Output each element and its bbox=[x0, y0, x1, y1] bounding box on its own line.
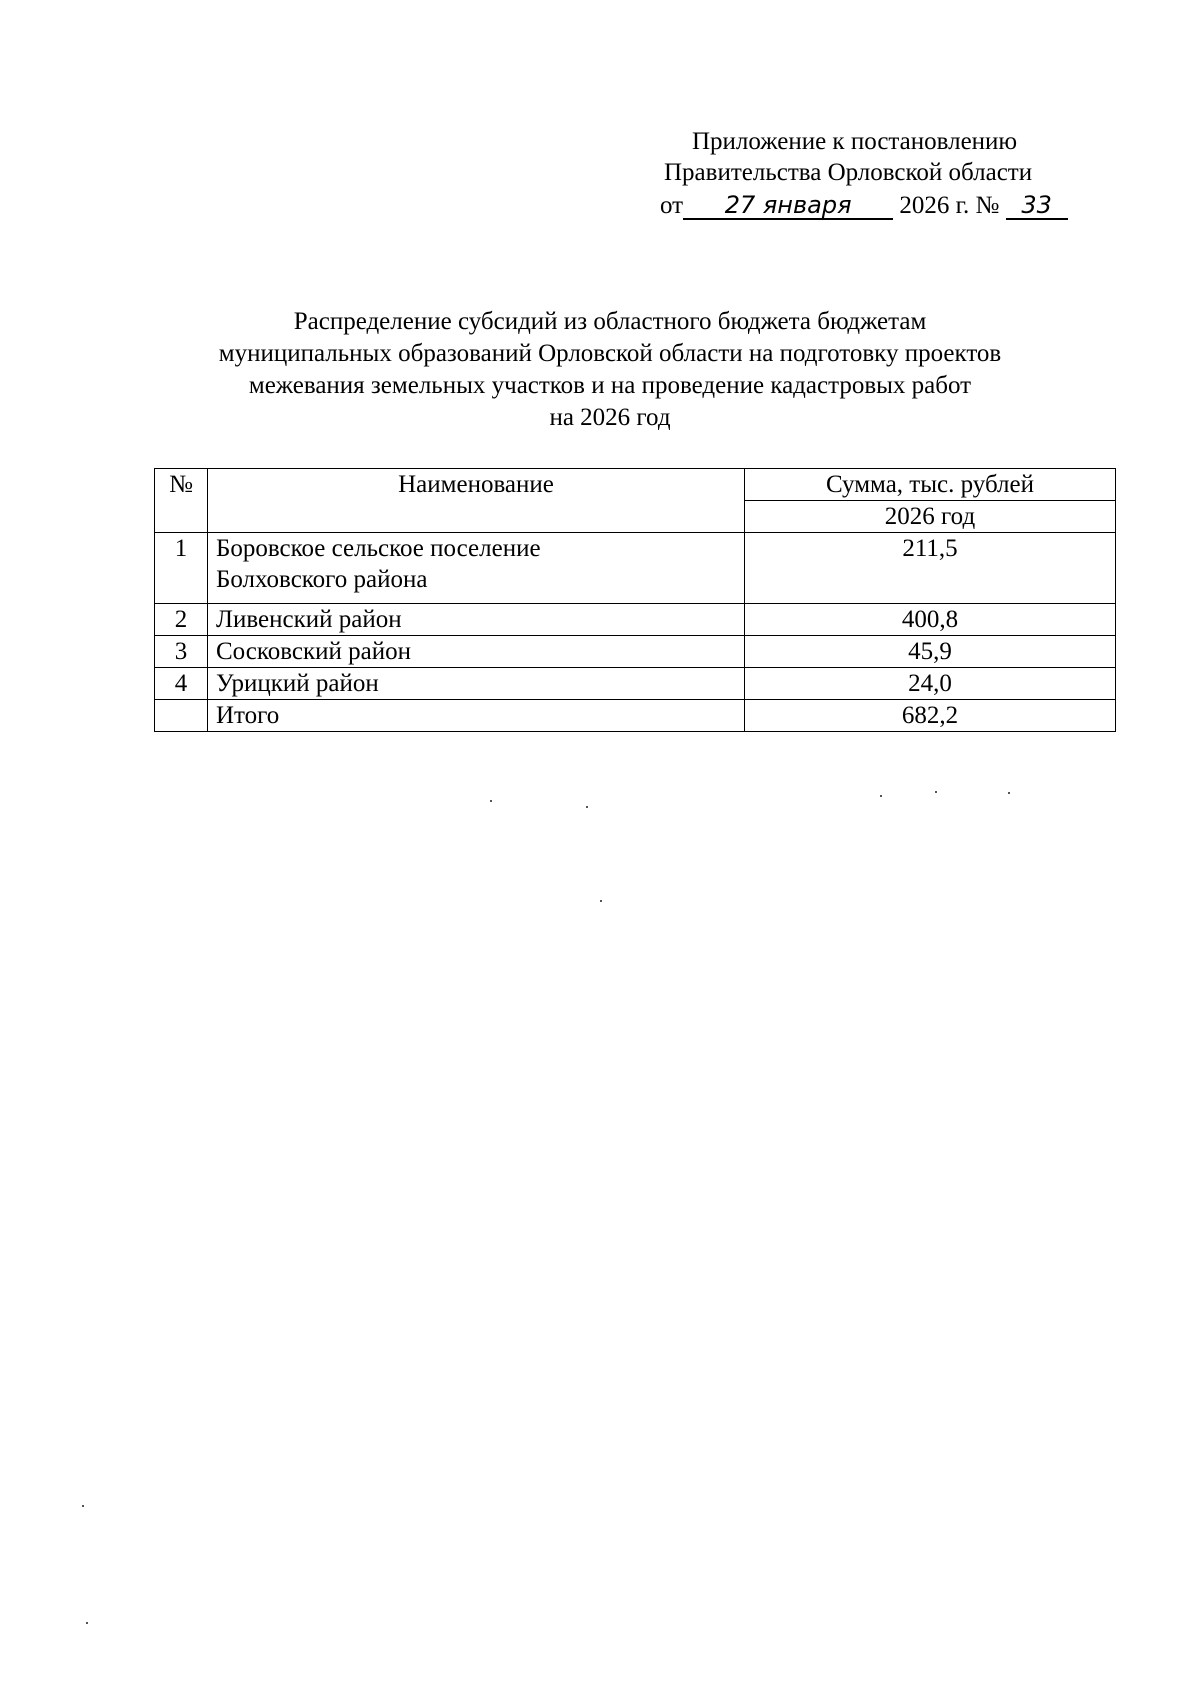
subsidy-table bbox=[154, 468, 1116, 732]
title-line-1: Распределение субсидий из областного бюджета бюджетам bbox=[293, 308, 927, 335]
date-prefix: от bbox=[660, 192, 684, 219]
year-label: 2026 г. № bbox=[899, 192, 1000, 219]
row-sum: 24,0 bbox=[745, 668, 1116, 700]
header-num: № bbox=[155, 469, 208, 533]
row-sum: 45,9 bbox=[745, 636, 1116, 668]
row-num: 1 bbox=[155, 533, 208, 604]
handwritten-number: 33 bbox=[1006, 192, 1068, 220]
scan-speck bbox=[86, 1622, 88, 1624]
row-name: Ливенский район bbox=[208, 604, 745, 636]
header-name: Наименование bbox=[208, 469, 745, 533]
title-line-4: на 2026 год bbox=[549, 404, 671, 431]
row-num: 3 bbox=[155, 636, 208, 668]
title-line-3: межевания земельных участков и на проведение кадастровых работ bbox=[248, 372, 972, 399]
total-num bbox=[155, 700, 208, 732]
row-name: Урицкий район bbox=[208, 668, 745, 700]
row-num: 4 bbox=[155, 668, 208, 700]
scan-speck bbox=[1008, 792, 1010, 794]
table-row bbox=[155, 604, 1116, 636]
row-name bbox=[208, 533, 745, 604]
document-title bbox=[150, 306, 1070, 434]
appendix-date-line bbox=[630, 190, 1090, 221]
handwritten-date: 27 января bbox=[683, 192, 893, 220]
total-sum: 682,2 bbox=[745, 700, 1116, 732]
table-row bbox=[155, 668, 1116, 700]
row-name-line-1: Боровское сельское поселение bbox=[216, 535, 541, 562]
row-sum: 211,5 bbox=[745, 533, 1116, 604]
appendix-line-1: Приложение к постановлению bbox=[692, 128, 1018, 155]
header-year: 2026 год bbox=[745, 501, 1116, 533]
scan-speck bbox=[586, 806, 588, 808]
appendix-header bbox=[630, 126, 1090, 221]
scan-speck bbox=[600, 900, 602, 902]
total-row bbox=[155, 700, 1116, 732]
row-name: Сосковский район bbox=[208, 636, 745, 668]
scan-speck bbox=[935, 791, 937, 793]
title-line-2: муниципальных образований Орловской области на подготовку проектов bbox=[218, 340, 1002, 367]
scan-speck bbox=[82, 1505, 84, 1507]
table-row bbox=[155, 636, 1116, 668]
header-sum: Сумма, тыс. рублей bbox=[745, 469, 1116, 501]
header-row bbox=[155, 469, 1116, 501]
row-sum: 400,8 bbox=[745, 604, 1116, 636]
row-name-line-2: Болховского района bbox=[216, 566, 428, 593]
appendix-line-2: Правительства Орловской области bbox=[664, 159, 1033, 186]
table-row bbox=[155, 533, 1116, 604]
row-num: 2 bbox=[155, 604, 208, 636]
scan-speck bbox=[490, 800, 492, 802]
scan-speck bbox=[880, 795, 882, 797]
total-label: Итого bbox=[208, 700, 745, 732]
